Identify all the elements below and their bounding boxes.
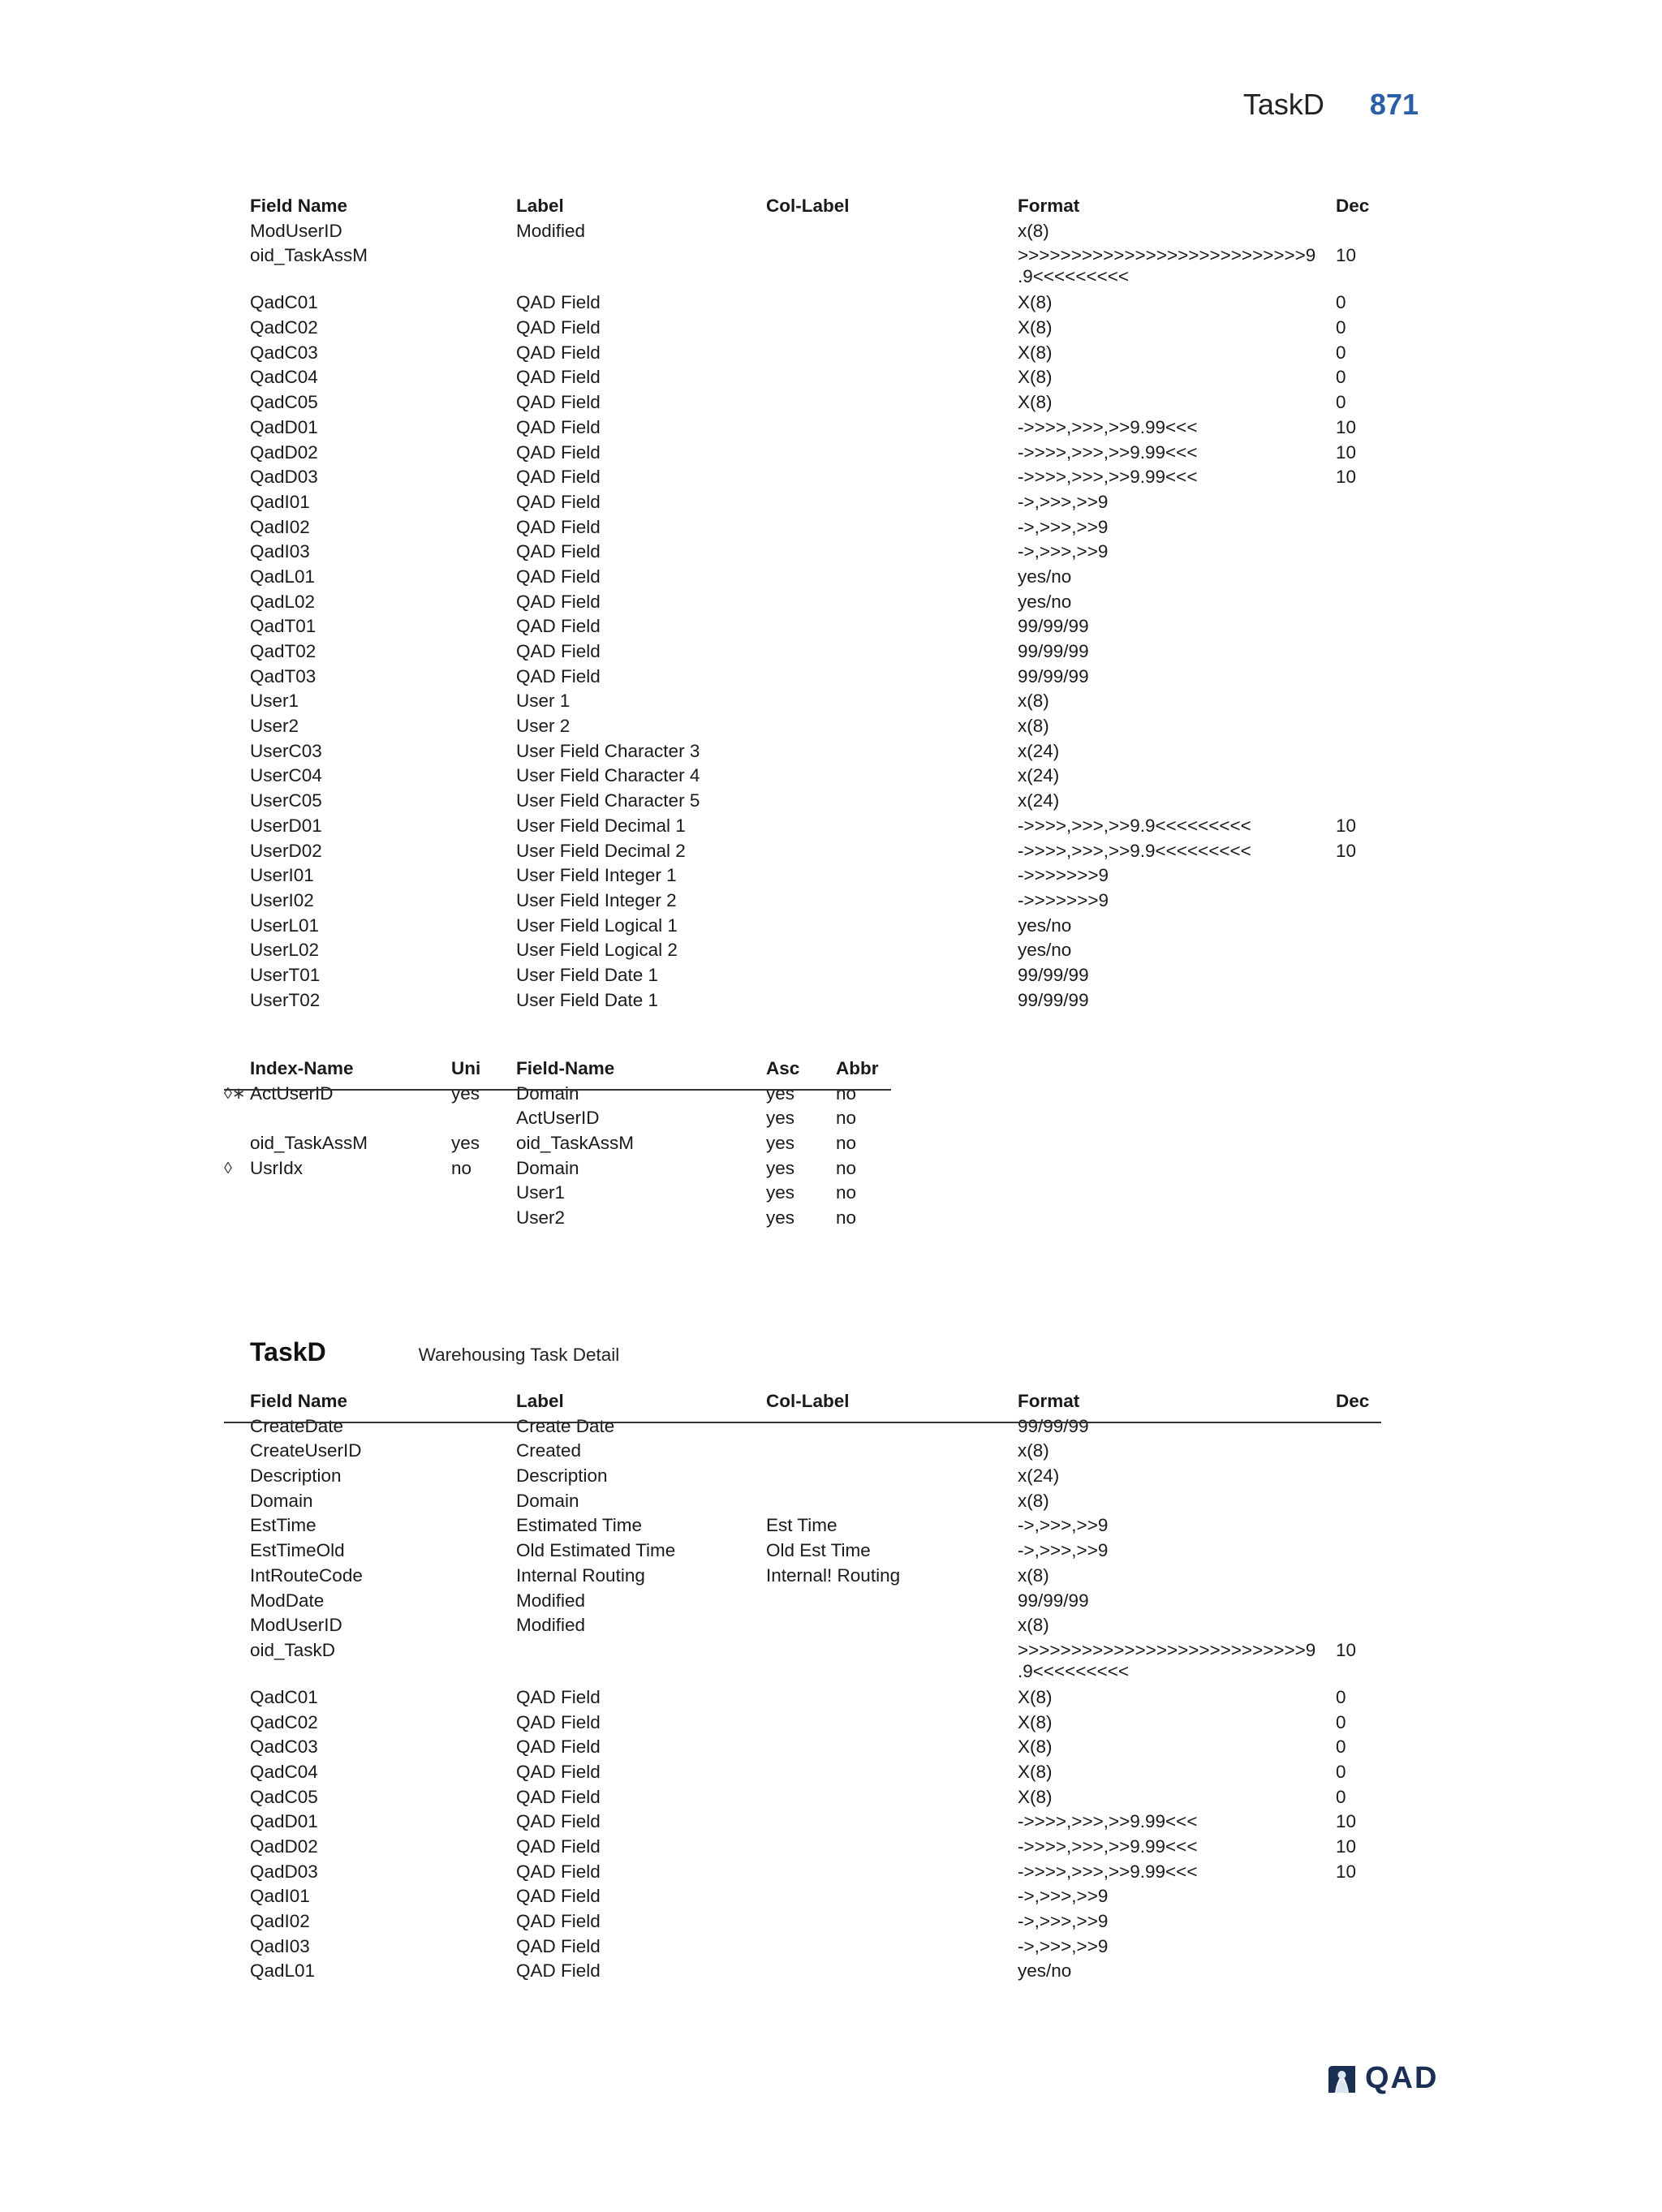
format-cell: x(24) [1018, 765, 1060, 786]
field-name-cell: EstTime [250, 1515, 316, 1536]
dec-cell: 0 [1336, 367, 1346, 388]
field-name-cell: QadC04 [250, 1761, 318, 1782]
label-cell: Description [516, 1465, 608, 1487]
dec-cell: 10 [1336, 1639, 1357, 1660]
dec-cell: 0 [1336, 1761, 1346, 1782]
index-field-cell: User2 [516, 1207, 566, 1229]
format-cell: x(8) [1018, 1490, 1049, 1511]
table-name: TaskD [250, 1337, 326, 1366]
uni-cell: yes [451, 1133, 480, 1154]
dec-cell: 0 [1336, 392, 1346, 413]
format-cell: ->>>>,>>>,>>9.9<<<<<<<<< [1018, 815, 1251, 836]
field-name-cell: UserC05 [250, 790, 322, 811]
field-name-cell: IntRouteCode [250, 1564, 363, 1586]
label-cell: QAD Field [516, 616, 601, 637]
asc-cell: yes [766, 1157, 795, 1178]
label-cell: Domain [516, 1490, 579, 1511]
label-cell: Internal Routing [516, 1564, 645, 1586]
asc-cell: yes [766, 1182, 795, 1203]
format-cell: x(8) [1018, 716, 1049, 737]
format-cell: ->>>>,>>>,>>9.99<<< [1018, 1811, 1198, 1832]
label-cell: QAD Field [516, 1960, 601, 1982]
format-cell: x(8) [1018, 220, 1049, 241]
label-cell: User Field Integer 1 [516, 865, 677, 886]
format-cell: yes/no [1018, 940, 1072, 961]
label-cell: User Field Integer 2 [516, 889, 677, 910]
field-name-cell: oid_TaskAssM [250, 245, 368, 266]
format-cell: X(8) [1018, 392, 1053, 413]
header-uni: Uni [451, 1058, 481, 1078]
field-name-cell: UserD01 [250, 815, 322, 836]
format-cell: 99/99/99 [1018, 665, 1089, 686]
dec-cell: 0 [1336, 1736, 1346, 1758]
label-cell: Modified [516, 220, 586, 241]
format-cell: x(24) [1018, 1465, 1060, 1487]
field-name-cell: User2 [250, 716, 299, 737]
field-name-cell: QadC02 [250, 317, 318, 338]
label-cell: User 2 [516, 716, 571, 737]
label-cell: QAD Field [516, 1761, 601, 1782]
label-cell: User 1 [516, 691, 571, 712]
format-cell: ->>>>,>>>,>>9.99<<< [1018, 1861, 1198, 1882]
header-index-field-name: Field-Name [516, 1058, 615, 1078]
field-name-cell: QadC01 [250, 292, 318, 313]
format-cell: ->>>>>>>9 [1018, 865, 1109, 886]
field-name-cell: QadT02 [250, 641, 316, 661]
label-cell: User Field Decimal 2 [516, 840, 686, 861]
header-asc: Asc [766, 1058, 800, 1078]
field-name-cell: QadC05 [250, 1786, 318, 1807]
field-name-cell: QadD01 [250, 416, 318, 437]
field-name-cell: UserT02 [250, 989, 321, 1010]
col-label-cell: Est Time [766, 1515, 837, 1536]
dec-cell: 10 [1336, 441, 1357, 463]
label-cell: Create Date [516, 1415, 615, 1436]
col-label-cell: Internal! Routing [766, 1564, 901, 1586]
format-cell: yes/no [1018, 1960, 1072, 1982]
header-format: Format [1018, 1391, 1080, 1411]
qad-logo-text: QAD [1365, 2061, 1439, 2095]
field-name-cell: ModUserID [250, 220, 342, 241]
label-cell: User Field Character 4 [516, 765, 700, 786]
format-cell: X(8) [1018, 367, 1053, 388]
field-name-cell: ModDate [250, 1590, 325, 1611]
format-cell: 99/99/99 [1018, 989, 1089, 1010]
format-cell: ->>>>,>>>,>>9.9<<<<<<<<< [1018, 840, 1251, 861]
format-cell: ->>>>,>>>,>>9.99<<< [1018, 416, 1198, 437]
label-cell: Old Estimated Time [516, 1540, 676, 1561]
format-cell: 99/99/99 [1018, 964, 1089, 985]
field-name-cell: QadI01 [250, 1886, 310, 1907]
format-cell: ->>>>>>>9 [1018, 889, 1109, 910]
label-cell: QAD Field [516, 1886, 601, 1907]
format-cell: X(8) [1018, 1761, 1053, 1782]
label-cell: User Field Date 1 [516, 964, 659, 985]
format-cell: ->>>>,>>>,>>9.99<<< [1018, 467, 1198, 488]
field-name-cell: QadC01 [250, 1686, 318, 1707]
format-cell: ->,>>>,>>9 [1018, 1935, 1109, 1956]
dec-cell: 10 [1336, 416, 1357, 437]
header-label: Label [516, 1391, 564, 1411]
format-cell: x(8) [1018, 1615, 1049, 1636]
field-name-cell: QadI03 [250, 541, 310, 562]
field-name-cell: QadD03 [250, 1861, 318, 1882]
field-name-cell: QadI02 [250, 1911, 310, 1932]
format-cell: ->,>>>,>>9 [1018, 541, 1109, 562]
index-field-cell: oid_TaskAssM [516, 1133, 635, 1154]
label-cell: QAD Field [516, 1686, 601, 1707]
index-name-cell: oid_TaskAssM [250, 1133, 368, 1154]
label-cell: QAD Field [516, 367, 601, 388]
header-dec: Dec [1336, 196, 1370, 216]
field-name-cell: UserT01 [250, 964, 321, 985]
format-cell: ->>>>,>>>,>>9.99<<< [1018, 441, 1198, 463]
dec-cell: 0 [1336, 342, 1346, 363]
label-cell: User Field Character 5 [516, 790, 700, 811]
label-cell: QAD Field [516, 342, 601, 363]
label-cell: Estimated Time [516, 1515, 643, 1536]
label-cell: QAD Field [516, 566, 601, 587]
index-name-cell: UsrIdx [250, 1157, 304, 1178]
label-cell: QAD Field [516, 441, 601, 463]
index-field-cell: Domain [516, 1157, 579, 1178]
page-header [1243, 88, 1419, 122]
label-cell: QAD Field [516, 317, 601, 338]
page-header-title: TaskD [1242, 88, 1324, 121]
field-name-cell: Description [250, 1465, 342, 1487]
format-cell: 99/99/99 [1018, 616, 1089, 637]
dec-cell: 10 [1336, 1836, 1357, 1857]
field-name-cell: UserC03 [250, 740, 322, 761]
label-cell: QAD Field [516, 641, 601, 661]
field-name-cell: oid_TaskD [250, 1639, 336, 1660]
dec-cell: 0 [1336, 1786, 1346, 1807]
asc-cell: yes [766, 1133, 795, 1154]
format-cell: X(8) [1018, 292, 1053, 313]
table-description: Warehousing Task Detail [418, 1345, 620, 1365]
format-cell: ->,>>>,>>9 [1018, 491, 1109, 512]
field-name-cell: QadC03 [250, 342, 318, 363]
header-abbr: Abbr [836, 1058, 879, 1078]
col-label-cell: Old Est Time [766, 1540, 871, 1561]
abbr-cell: no [836, 1108, 857, 1129]
format-cell: ->,>>>,>>9 [1018, 1515, 1109, 1536]
format-cell: yes/no [1018, 566, 1072, 587]
field-name-cell: UserL02 [250, 940, 320, 961]
index-table-rule [224, 1089, 891, 1091]
label-cell: QAD Field [516, 1786, 601, 1807]
label-cell: User Field Decimal 1 [516, 815, 686, 836]
label-cell: Created [516, 1440, 582, 1461]
field-name-cell: QadC04 [250, 367, 318, 388]
section-title [250, 1337, 619, 1367]
header-label: Label [516, 196, 564, 216]
field-name-cell: CreateUserID [250, 1440, 362, 1461]
header-col-label: Col-Label [766, 1391, 850, 1411]
format-cell: X(8) [1018, 1686, 1053, 1707]
uni-cell: yes [451, 1082, 480, 1104]
label-cell: QAD Field [516, 1736, 601, 1758]
label-cell: User Field Character 3 [516, 740, 700, 761]
format-cell: X(8) [1018, 1786, 1053, 1807]
format-cell: 99/99/99 [1018, 641, 1089, 661]
dec-cell: 0 [1336, 292, 1346, 313]
field-name-cell: QadL01 [250, 1960, 316, 1982]
field-name-cell: QadL02 [250, 591, 316, 612]
field-name-cell: QadI03 [250, 1935, 310, 1956]
index-marker: ◊ [224, 1159, 232, 1177]
format-cell: ->,>>>,>>9 [1018, 1540, 1109, 1561]
dec-cell: 0 [1336, 1711, 1346, 1732]
field-table-rule [224, 1422, 1381, 1423]
header-index-name: Index-Name [250, 1058, 354, 1078]
format-cell: ->,>>>,>>9 [1018, 516, 1109, 537]
field-name-cell: QadI01 [250, 491, 310, 512]
field-name-cell: User1 [250, 691, 299, 712]
field-name-cell: UserL01 [250, 914, 320, 936]
field-name-cell: QadC05 [250, 392, 318, 413]
label-cell: QAD Field [516, 1711, 601, 1732]
format-cell: >>>>>>>>>>>>>>>>>>>>>>>>>>>9 .9<<<<<<<<< [1018, 245, 1316, 287]
format-cell: x(8) [1018, 1564, 1049, 1586]
field-name-cell: Domain [250, 1490, 313, 1511]
field-name-cell: CreateDate [250, 1415, 344, 1436]
label-cell: QAD Field [516, 1861, 601, 1882]
abbr-cell: no [836, 1157, 857, 1178]
header-col-label: Col-Label [766, 196, 850, 216]
abbr-cell: no [836, 1207, 857, 1229]
field-name-cell: QadD02 [250, 441, 318, 463]
format-cell: 99/99/99 [1018, 1590, 1089, 1611]
label-cell: QAD Field [516, 1811, 601, 1832]
label-cell: User Field Date 1 [516, 989, 659, 1010]
header-dec: Dec [1336, 1391, 1370, 1411]
asc-cell: yes [766, 1082, 795, 1104]
header-field-name: Field Name [250, 1391, 348, 1411]
label-cell: QAD Field [516, 292, 601, 313]
format-cell: yes/no [1018, 591, 1072, 612]
field-name-cell: UserI02 [250, 889, 314, 910]
label-cell: QAD Field [516, 416, 601, 437]
label-cell: QAD Field [516, 467, 601, 488]
label-cell: QAD Field [516, 491, 601, 512]
dec-cell: 10 [1336, 840, 1357, 861]
label-cell: QAD Field [516, 1836, 601, 1857]
label-cell: QAD Field [516, 591, 601, 612]
dec-cell: 10 [1336, 815, 1357, 836]
index-field-cell: ActUserID [516, 1108, 600, 1129]
label-cell: User Field Logical 2 [516, 940, 678, 961]
index-name-cell: ActUserID [250, 1082, 334, 1104]
field-name-cell: QadD02 [250, 1836, 318, 1857]
format-cell: x(24) [1018, 790, 1060, 811]
field-name-cell: QadT01 [250, 616, 316, 637]
field-name-cell: QadL01 [250, 566, 316, 587]
label-cell: User Field Logical 1 [516, 914, 678, 936]
format-cell: x(8) [1018, 1440, 1049, 1461]
label-cell: QAD Field [516, 516, 601, 537]
index-field-cell: User1 [516, 1182, 566, 1203]
dec-cell: 10 [1336, 467, 1357, 488]
page-number: 871 [1369, 88, 1419, 121]
label-cell: QAD Field [516, 1911, 601, 1932]
label-cell: Modified [516, 1615, 586, 1636]
index-field-cell: Domain [516, 1082, 579, 1104]
abbr-cell: no [836, 1082, 857, 1104]
field-name-cell: ModUserID [250, 1615, 342, 1636]
format-cell: X(8) [1018, 342, 1053, 363]
field-name-cell: QadC03 [250, 1736, 318, 1758]
format-cell: X(8) [1018, 317, 1053, 338]
field-name-cell: UserD02 [250, 840, 322, 861]
format-cell: ->>>>,>>>,>>9.99<<< [1018, 1836, 1198, 1857]
dec-cell: 0 [1336, 1686, 1346, 1707]
qad-logo-icon [1326, 2064, 1358, 2094]
abbr-cell: no [836, 1182, 857, 1203]
format-cell: >>>>>>>>>>>>>>>>>>>>>>>>>>>9 .9<<<<<<<<< [1018, 1639, 1316, 1681]
field-name-cell: EstTimeOld [250, 1540, 345, 1561]
dec-cell: 0 [1336, 317, 1346, 338]
format-cell: X(8) [1018, 1736, 1053, 1758]
format-cell: ->,>>>,>>9 [1018, 1886, 1109, 1907]
format-cell: 99/99/99 [1018, 1415, 1089, 1436]
header-field-name: Field Name [250, 196, 348, 216]
field-name-cell: QadT03 [250, 665, 316, 686]
field-name-cell: UserI01 [250, 865, 314, 886]
format-cell: X(8) [1018, 1711, 1053, 1732]
asc-cell: yes [766, 1207, 795, 1229]
dec-cell: 10 [1336, 1861, 1357, 1882]
label-cell: QAD Field [516, 392, 601, 413]
dec-cell: 10 [1336, 245, 1357, 266]
field-name-cell: QadD03 [250, 467, 318, 488]
index-marker: ◊∗ [224, 1084, 246, 1103]
label-cell: QAD Field [516, 665, 601, 686]
dec-cell: 10 [1336, 1811, 1357, 1832]
format-cell: x(8) [1018, 691, 1049, 712]
label-cell: QAD Field [516, 541, 601, 562]
format-cell: x(24) [1018, 740, 1060, 761]
field-name-cell: QadD01 [250, 1811, 318, 1832]
label-cell: Modified [516, 1590, 586, 1611]
field-name-cell: QadI02 [250, 516, 310, 537]
label-cell: QAD Field [516, 1935, 601, 1956]
asc-cell: yes [766, 1108, 795, 1129]
format-cell: ->,>>>,>>9 [1018, 1911, 1109, 1932]
qad-logo [1326, 2061, 1438, 2096]
format-cell: yes/no [1018, 914, 1072, 936]
field-name-cell: UserC04 [250, 765, 322, 786]
abbr-cell: no [836, 1133, 857, 1154]
header-format: Format [1018, 196, 1080, 216]
uni-cell: no [451, 1157, 472, 1178]
field-name-cell: QadC02 [250, 1711, 318, 1732]
